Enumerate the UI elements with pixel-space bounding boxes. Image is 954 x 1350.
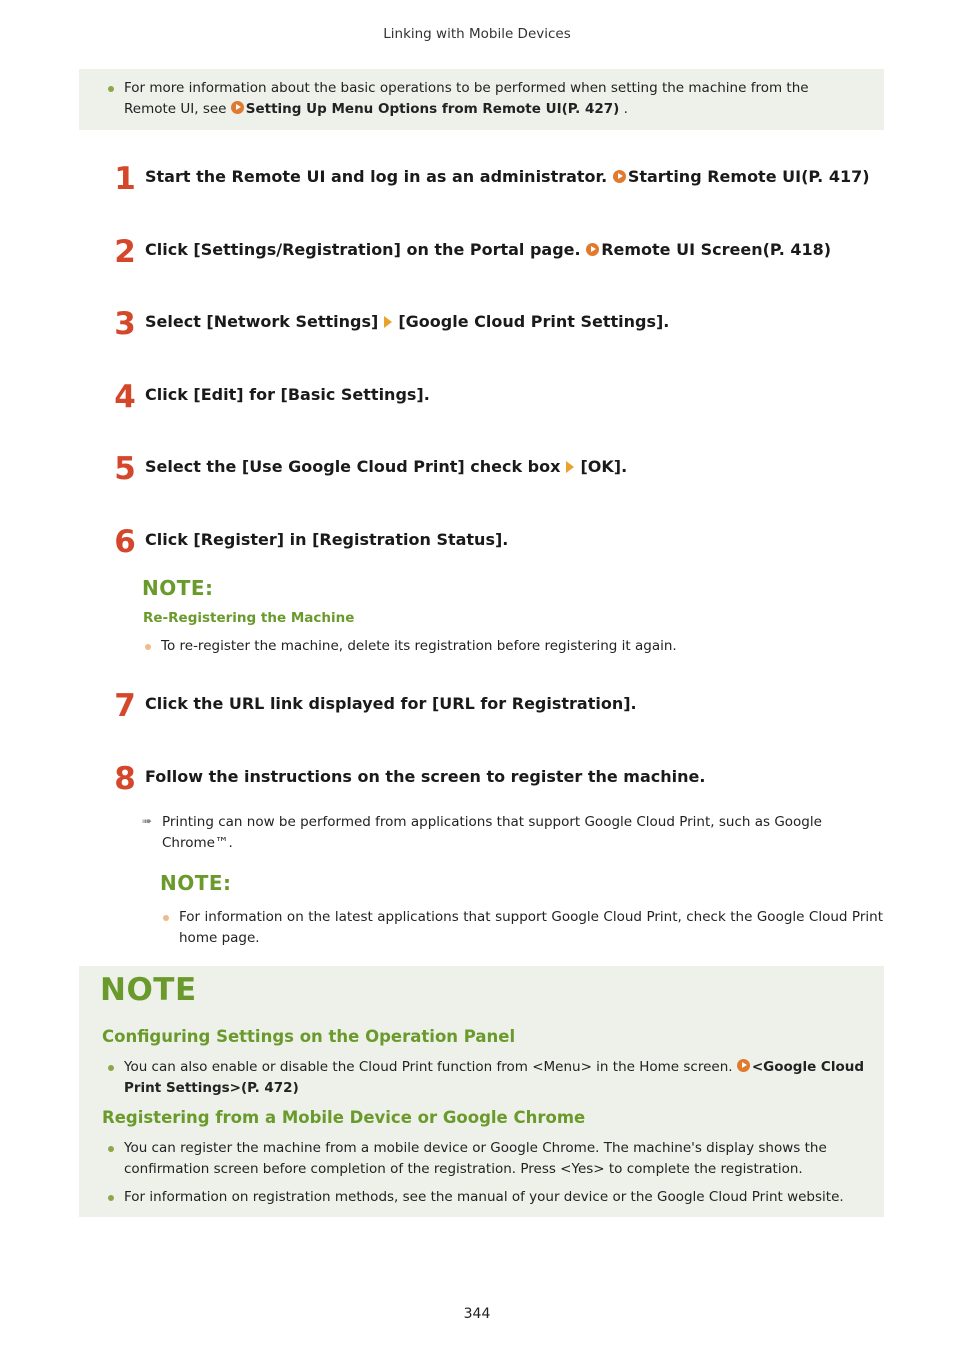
- section-bullet: [106, 1057, 866, 1099]
- result-text: Printing can now be performed from applications that support Google Cloud Print, such as Google Chrome™.: [162, 814, 822, 851]
- step-text: Click [Edit] for [Basic Settings].: [145, 385, 430, 404]
- link-arrow-icon[interactable]: [231, 101, 244, 114]
- step-number: 2: [114, 234, 136, 270]
- result-arrow-icon: ➠: [142, 814, 153, 828]
- link-arrow-icon[interactable]: [737, 1059, 750, 1072]
- step-number: 3: [114, 306, 136, 342]
- section-bullet: [106, 1138, 846, 1180]
- step-number: 7: [114, 688, 136, 724]
- step-number: 1: [114, 161, 136, 197]
- step-link[interactable]: Starting Remote UI(P. 417): [627, 167, 870, 186]
- step-number: 6: [114, 524, 136, 560]
- section-bullet-text: You can also enable or disable the Cloud Print function from <Menu> in the Home screen.: [124, 1059, 737, 1075]
- step-instruction-cont: [OK].: [580, 457, 628, 476]
- note-bullet: [143, 636, 863, 657]
- section-bullet-link[interactable]: <Google Cloud Print Settings>(P. 472): [124, 1059, 865, 1096]
- note-bullet-text: For information on the latest applications that support Google Cloud Print, check the Google Cloud Print home page.: [179, 909, 883, 946]
- note-bullet: [161, 907, 883, 949]
- section-heading: Registering from a Mobile Device or Google Chrome: [102, 1108, 586, 1127]
- step-text: [145, 311, 669, 333]
- section-bullet-text: You can register the machine from a mobile device or Google Chrome. The machine's display shows the confirmation screen before completion of the registration. Press <Yes> to complete the registration.: [124, 1140, 827, 1177]
- step-instruction-cont: [Google Cloud Print Settings].: [398, 312, 670, 331]
- page-header: Linking with Mobile Devices: [383, 26, 571, 42]
- top-note-text: For more information about the basic operations to be performed when setting the machine from the Remote UI, see: [124, 80, 809, 117]
- step-number: 4: [114, 379, 136, 415]
- page-number: 344: [463, 1306, 491, 1322]
- step-text: [145, 456, 627, 478]
- note-label: NOTE:: [142, 576, 214, 600]
- step-number: 8: [114, 761, 136, 797]
- note-label: NOTE:: [160, 871, 232, 895]
- menu-path-arrow-icon: [384, 316, 392, 328]
- step-instruction: Select the [Use Google Cloud Print] check box: [145, 457, 561, 476]
- step-instruction: Select [Network Settings]: [145, 312, 379, 331]
- step-link[interactable]: Remote UI Screen(P. 418): [601, 240, 832, 259]
- step-instruction: Click [Settings/Registration] on the Portal page.: [145, 240, 587, 259]
- section-bullet-text: For information on registration methods, see the manual of your device or the Google Cloud Print website.: [124, 1189, 844, 1205]
- menu-path-arrow-icon: [566, 461, 574, 473]
- step-text: [145, 239, 831, 261]
- link-arrow-icon[interactable]: [586, 243, 599, 256]
- top-note-link[interactable]: Setting Up Menu Options from Remote UI(P. 427): [245, 101, 620, 117]
- note-subheading: Re-Registering the Machine: [143, 610, 355, 626]
- top-note-tail: .: [619, 101, 628, 117]
- section-heading: Configuring Settings on the Operation Panel: [102, 1027, 516, 1046]
- step-text: Follow the instructions on the screen to register the machine.: [145, 767, 706, 786]
- step-text: Click [Register] in [Registration Status].: [145, 530, 509, 549]
- section-bullet: [106, 1187, 876, 1208]
- step-instruction: Start the Remote UI and log in as an administrator.: [145, 167, 613, 186]
- bottom-note-label: NOTE: [100, 972, 197, 1008]
- top-note-bullet: [106, 78, 846, 120]
- link-arrow-icon[interactable]: [613, 170, 626, 183]
- step-text: Click the URL link displayed for [URL for Registration].: [145, 694, 637, 713]
- note-bullet-text: To re-register the machine, delete its registration before registering it again.: [161, 638, 677, 654]
- step-text: [145, 166, 870, 188]
- step-number: 5: [114, 451, 136, 487]
